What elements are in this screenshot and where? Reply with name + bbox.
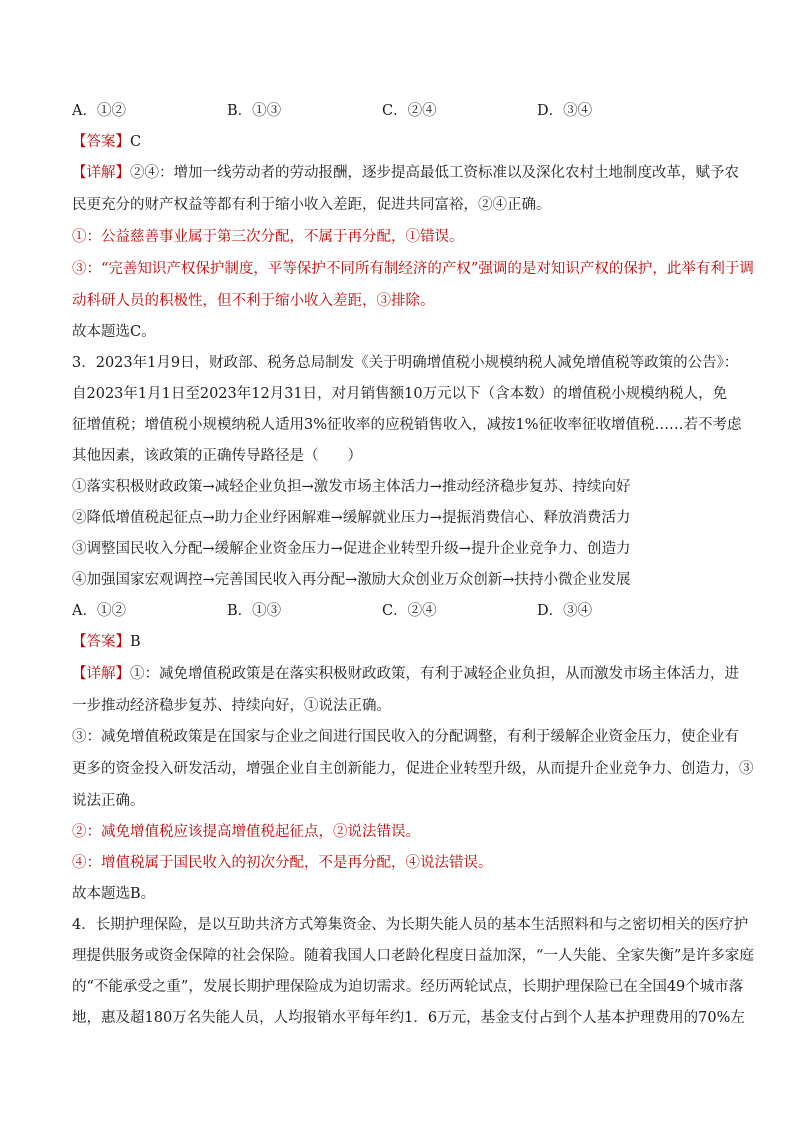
q2-option-a[interactable]: A．①② xyxy=(72,103,126,119)
q2-detail-line-2: 民更充分的财产权益等都有利于缩小收入差距，促进共同富裕，②④正确。 xyxy=(72,197,551,213)
q3-answer-tag: 【答案】 xyxy=(72,634,130,650)
q2-answer-value: C xyxy=(130,134,142,150)
q3-path-2: ②降低增值税起征点→助力企业纾困解难→缓解就业压力→提振消费信心、释放消费活力 xyxy=(72,510,631,526)
q2-detail-line-1 xyxy=(72,163,739,183)
q3-detail-tag: 【详解】 xyxy=(72,666,130,682)
q4-stem-line-2: 理提供服务或资金保障的社会保险。随着我国人口老龄化程度日益加深，“一人失能、全家失衡”是许多家庭 xyxy=(72,948,754,964)
q3-path-3: ③调整国民收入分配→缓解企业资金压力→促进企业转型升级→提升企业竞争力、创造力 xyxy=(72,541,631,557)
q3-stem-line-3: 征增值税；增值税小规模纳税人适用3%征收率的应税销售收入，减按1%征收率征收增值税……若不考虑 xyxy=(72,417,742,433)
q2-answer-tag: 【答案】 xyxy=(72,134,130,150)
q2-answer xyxy=(72,132,141,152)
q3-stem-line-1: 3．2023年1月9日，财政部、税务总局制发《关于明确增值税小规模纳税人减免增值税等政策的公告》： xyxy=(72,355,739,371)
q3-red-note-2: ④：增值税属于国民收入的初次分配，不是再分配，④说法错误。 xyxy=(72,855,493,871)
q3-options xyxy=(72,601,712,621)
q3-option-d[interactable]: D．③④ xyxy=(537,603,593,619)
q2-option-b[interactable]: B．①③ xyxy=(227,103,282,119)
q3-red-note-1: ②：减免增值税应该提高增值税起征点，②说法错误。 xyxy=(72,824,420,840)
q2-red-note-2-line-2: 动科研人员的积极性，但不利于缩小收入差距，③排除。 xyxy=(72,293,435,309)
q3-answer-value: B xyxy=(130,634,141,650)
q3-option-a[interactable]: A．①② xyxy=(72,603,126,619)
q3-detail-1-line-2: 一步推动经济稳步复苏、持续向好，①说法正确。 xyxy=(72,698,391,714)
q3-answer xyxy=(72,632,141,652)
q2-red-note-1: ①：公益慈善事业属于第三次分配，不属于再分配，①错误。 xyxy=(72,229,464,245)
q3-option-c[interactable]: C．②④ xyxy=(382,603,437,619)
q4-stem-line-3: 的“不能承受之重”，发展长期护理保险成为迫切需求。经历两轮试点，长期护理保险已在全国49个城市落 xyxy=(72,979,744,995)
q4-stem-line-1: 4．长期护理保险，是以互助共济方式筹集资金、为长期失能人员的基本生活照料和与之密切相关的医疗护 xyxy=(72,917,749,933)
q3-path-1: ①落实积极财政政策→减轻企业负担→激发市场主体活力→推动经济稳步复苏、持续向好 xyxy=(72,479,631,495)
q2-option-d[interactable]: D．③④ xyxy=(537,103,593,119)
q3-detail-3-line-2: 更多的资金投入研发活动，增强企业自主创新能力，促进企业转型升级，从而提升企业竞争力、创造力，③ xyxy=(72,761,754,777)
q2-detail-text-1: ②④：增加一线劳动者的劳动报酬，逐步提高最低工资标准以及深化农村土地制度改革，赋予农 xyxy=(130,165,739,181)
q3-stem-line-2: 自2023年1月1日至2023年12月31日，对月销售额10万元以下（含本数）的增值税小规模纳税人，免 xyxy=(72,386,728,402)
q3-option-b[interactable]: B．①③ xyxy=(227,603,282,619)
q3-detail-3-line-1: ③：减免增值税政策是在国家与企业之间进行国民收入的分配调整，有利于缓解企业资金压力，使企业有 xyxy=(72,729,739,745)
q3-path-4: ④加强国家宏观调控→完善国民收入再分配→激励大众创业万众创新→扶持小微企业发展 xyxy=(72,572,631,588)
q3-stem-line-4: 其他因素，该政策的正确传导路径是（ ） xyxy=(72,448,362,464)
q3-detail-3-line-3: 说法正确。 xyxy=(72,793,145,809)
q2-red-note-2-line-1: ③：“完善知识产权保护制度，平等保护不同所有制经济的产权”强调的是对知识产权的保护，此举有利于调 xyxy=(72,261,754,277)
q2-options xyxy=(72,101,712,121)
q2-option-c[interactable]: C．②④ xyxy=(382,103,437,119)
q3-detail-1-text: ①：减免增值税政策是在落实积极财政政策，有利于减轻企业负担，从而激发市场主体活力，进 xyxy=(130,666,739,682)
q3-conclusion: 故本题选B。 xyxy=(72,886,156,902)
q3-detail-1-line-1 xyxy=(72,664,739,684)
q2-detail-tag: 【详解】 xyxy=(72,165,130,181)
q4-stem-line-4: 地，惠及超180万名失能人员，人均报销水平每年约1．6万元，基金支付占到个人基本护理费用的70%左 xyxy=(72,1010,745,1026)
q2-conclusion: 故本题选C。 xyxy=(72,324,156,340)
